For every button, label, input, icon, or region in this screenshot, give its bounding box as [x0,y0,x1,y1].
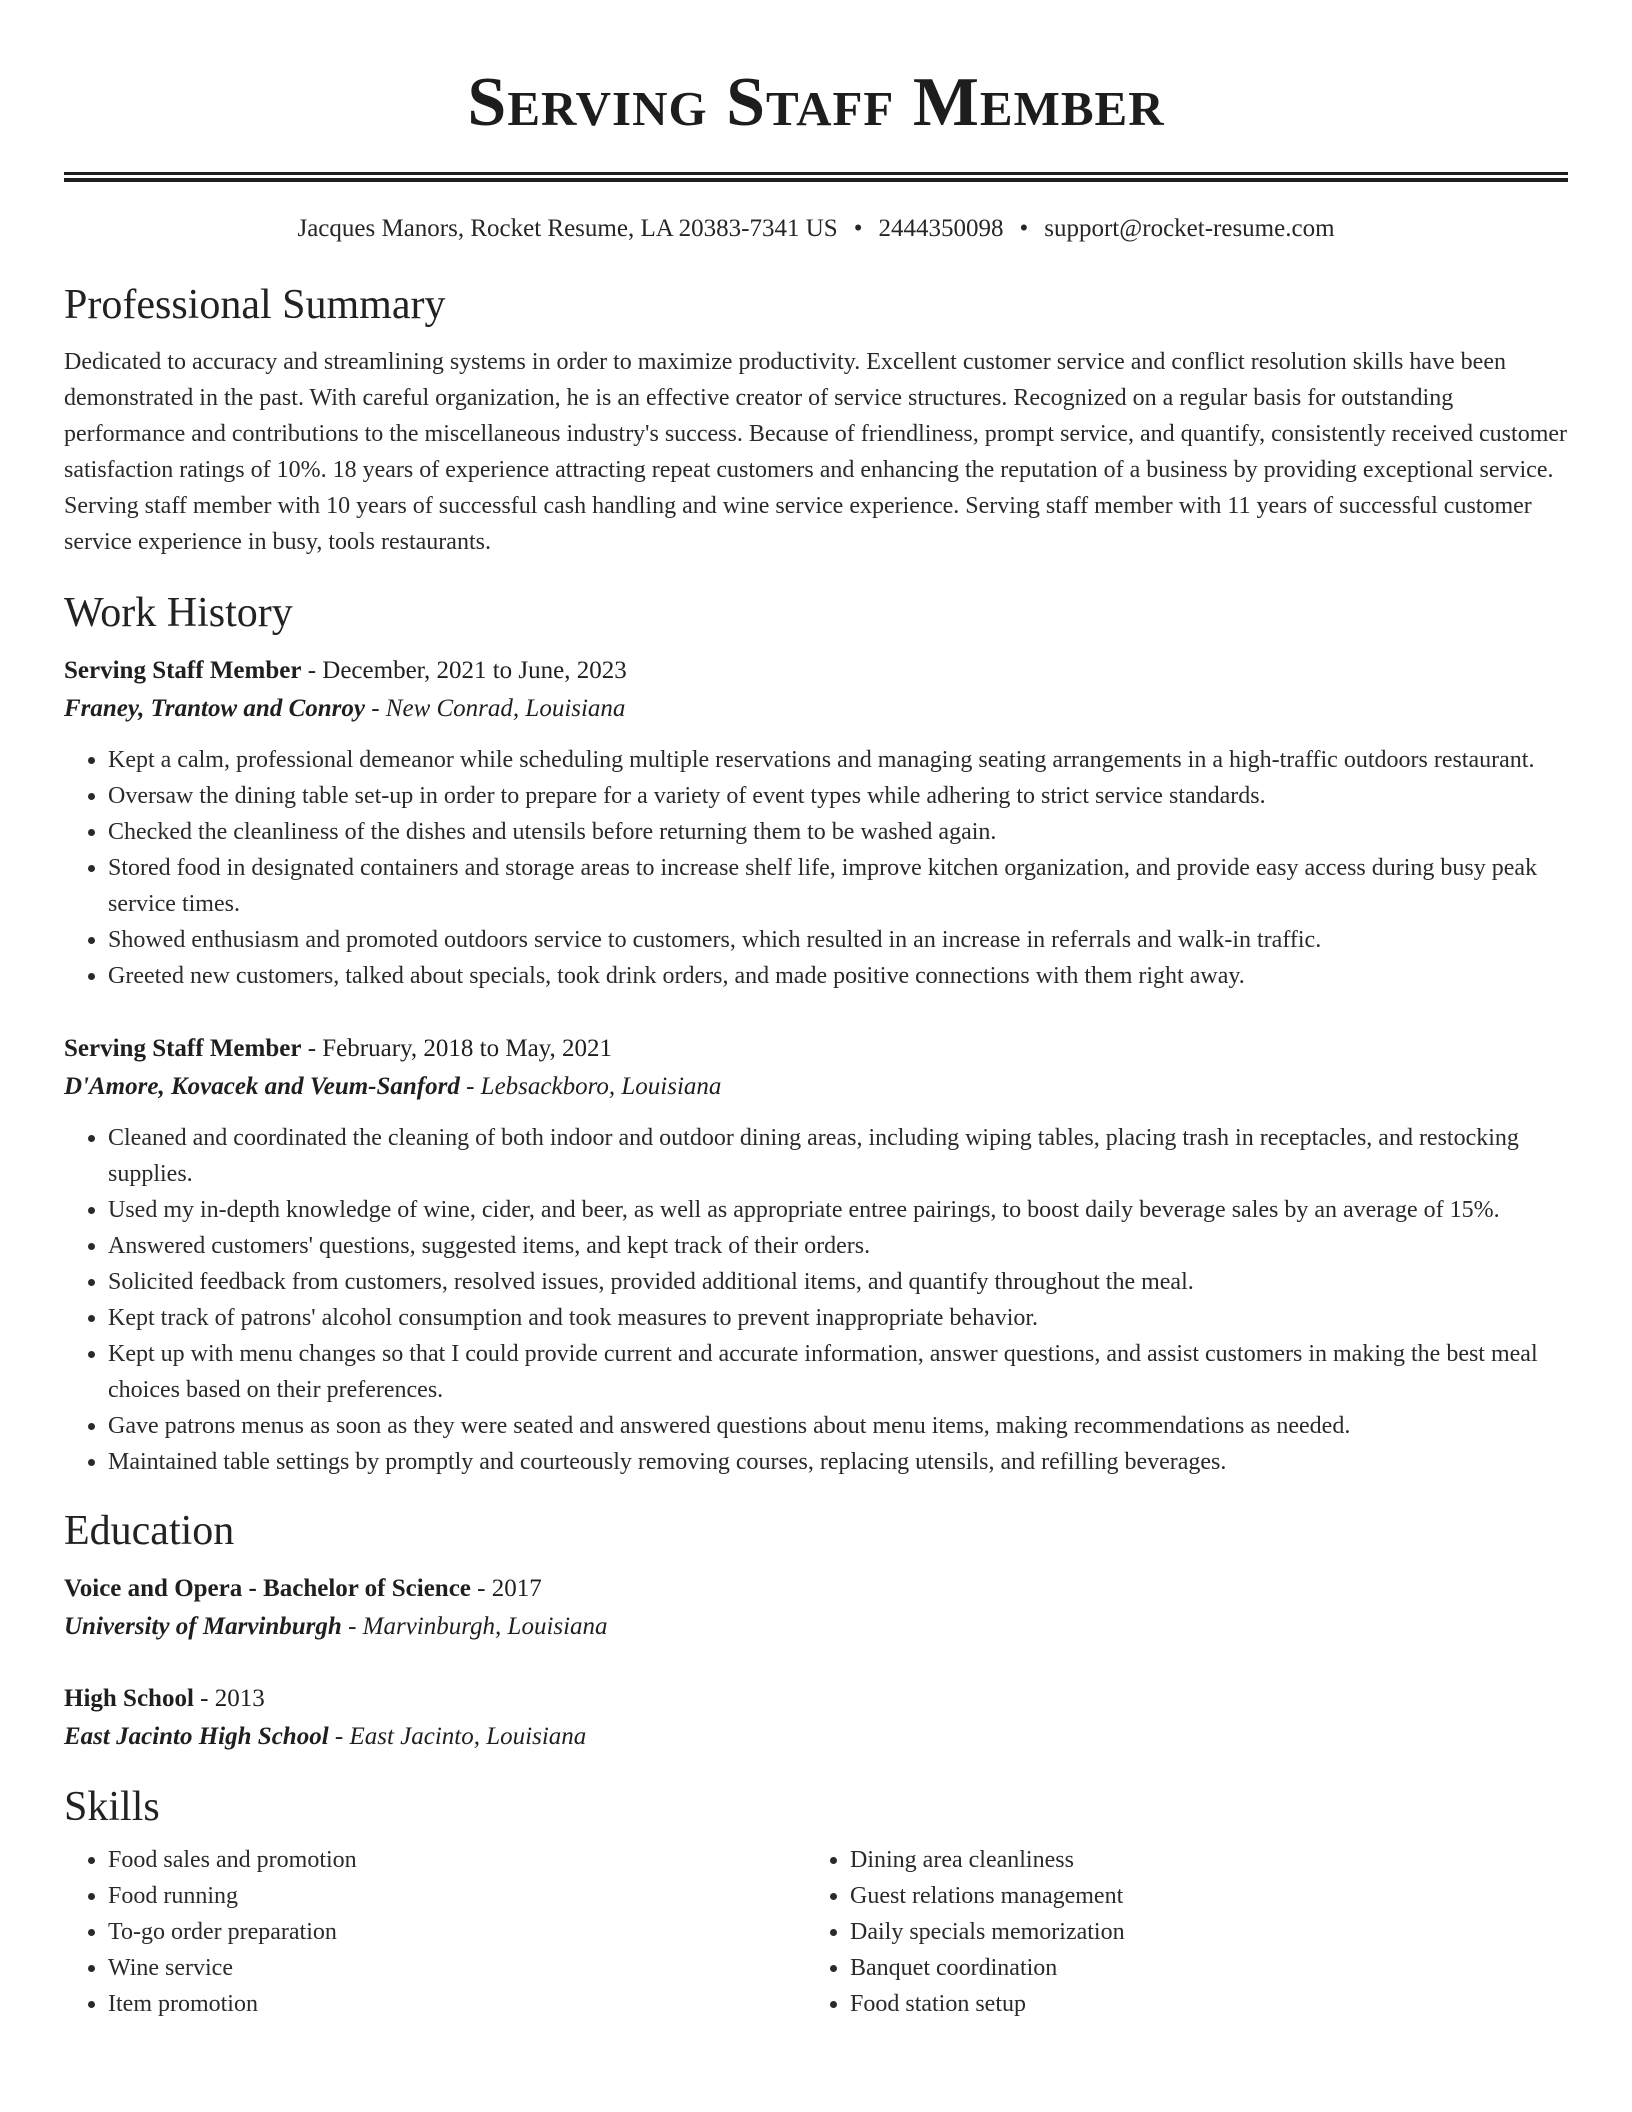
skill-item: • Banquet coordination [850,1950,1568,1986]
education-section [64,1506,1568,1756]
skill-item: • To-go order preparation [108,1914,806,1950]
job-duties [64,742,1568,994]
section-heading-work: Work History [64,590,293,636]
job-duty: • Checked the cleanliness of the dishes and utensils before returning them to be washed again. [108,814,1568,850]
job-title: Serving Staff Member [64,657,302,684]
job-role-line [64,652,1568,690]
job-duty: • Greeted new customers, talked about specials, took drink orders, and made positive connections with them right away. [108,958,1568,994]
job-company: D'Amore, Kovacek and Veum-Sanford [64,1073,460,1100]
job-entry [64,652,1568,994]
job-entry [64,1030,1568,1480]
education-entry [64,1680,1568,1756]
education-degree-line [64,1570,1568,1608]
job-location: - Lebsackboro, Louisiana [459,1073,722,1100]
skill-item: • Dining area cleanliness [850,1842,1568,1878]
job-duty: • Gave patrons menus as soon as they were seated and answered questions about menu items, making recommendations as needed. [108,1408,1568,1444]
education-year: - 2013 [193,1685,265,1712]
job-duty: • Kept track of patrons' alcohol consumption and took measures to prevent inappropriate behavior. [108,1300,1568,1336]
skills-section [64,1782,1568,2022]
job-org-line [64,690,1568,728]
education-school-line [64,1608,1568,1646]
skill-item: • Food station setup [850,1986,1568,2022]
education-school-line [64,1718,1568,1756]
skills-list-right [806,1842,1568,2022]
summary-text: Dedicated to accuracy and streamlining systems in order to maximize productivity. Excellent customer service and conflict resolution skills have been demonstrated in the past. With careful organization, he is an effective creator of service structures. Recognized on a regular basis for outstanding performance and contributions to the miscellaneous industry's success. Because of friendliness, prompt service, and quantify, consistently received customer satisfaction ratings of 10%. 18 years of experience attracting repeat customers and enhancing the reputation of a business by providing exceptional service. Serving staff member with 10 years of successful cash handling and wine service experience. Serving staff member with 11 years of successful customer service experience in busy, tools restaurants. [64,349,1567,555]
job-title: Serving Staff Member [64,1035,302,1062]
skill-item: • Food running [108,1878,806,1914]
contact-separator: • [853,215,863,242]
education-location: - East Jacinto, Louisiana [328,1723,587,1750]
work-history-section [64,588,1568,1480]
skills-columns [64,1842,1568,2022]
job-duty: • Oversaw the dining table set-up in order to prepare for a variety of event types while adhering to strict service standards. [108,778,1568,814]
section-heading-skills: Skills [64,1784,160,1830]
education-degree: Voice and Opera - Bachelor of Science [64,1575,471,1602]
job-duty: • Cleaned and coordinated the cleaning of both indoor and outdoor dining areas, including wiping tables, placing trash in receptacles, and restocking supplies. [108,1120,1568,1192]
contact-phone: 2444350098 [878,215,1004,242]
education-location: - Marvinburgh, Louisiana [341,1613,608,1640]
skill-item: • Wine service [108,1950,806,1986]
contact-line [64,212,1568,246]
job-duty: • Maintained table settings by promptly and courteously removing courses, replacing utensils, and refilling beverages. [108,1444,1568,1480]
skill-item: • Food sales and promotion [108,1842,806,1878]
job-duties [64,1120,1568,1480]
job-dates: - December, 2021 to June, 2023 [301,657,627,684]
job-company: Franey, Trantow and Conroy [64,695,365,722]
summary-section [64,280,1568,560]
section-heading-education: Education [64,1508,235,1554]
job-location: - New Conrad, Louisiana [364,695,626,722]
title-divider [64,172,1568,182]
job-duty: • Showed enthusiasm and promoted outdoors service to customers, which resulted in an increase in referrals and walk-in traffic. [108,922,1568,958]
job-dates: - February, 2018 to May, 2021 [301,1035,613,1062]
section-heading-summary: Professional Summary [64,282,446,328]
job-duty: • Stored food in designated containers and storage areas to increase shelf life, improve kitchen organization, and provide easy access during busy peak service times. [108,850,1568,922]
education-degree: High School [64,1685,194,1712]
job-duty: • Kept a calm, professional demeanor while scheduling multiple reservations and managing seating arrangements in a high-traffic outdoors restaurant. [108,742,1568,778]
contact-address: Jacques Manors, Rocket Resume, LA 20383-7341 US [297,215,838,242]
job-duty: • Solicited feedback from customers, resolved issues, provided additional items, and quantify throughout the meal. [108,1264,1568,1300]
education-degree-line [64,1680,1568,1718]
education-school: East Jacinto High School [64,1723,329,1750]
contact-separator: • [1019,215,1029,242]
skill-item: • Item promotion [108,1986,806,2022]
skills-list-left [64,1842,806,2022]
skill-item: • Daily specials memorization [850,1914,1568,1950]
education-school: University of Marvinburgh [64,1613,342,1640]
job-role-line [64,1030,1568,1068]
page-title: Serving Staff Member [467,64,1165,141]
job-org-line [64,1068,1568,1106]
job-duty: • Kept up with menu changes so that I could provide current and accurate information, answer questions, and assist customers in making the best meal choices based on their preferences. [108,1336,1568,1408]
education-year: - 2017 [470,1575,542,1602]
job-duty: • Answered customers' questions, suggested items, and kept track of their orders. [108,1228,1568,1264]
job-duty: • Used my in-depth knowledge of wine, cider, and beer, as well as appropriate entree pairings, to boost daily beverage sales by an average of 15%. [108,1192,1568,1228]
skill-item: • Guest relations management [850,1878,1568,1914]
contact-email: support@rocket-resume.com [1044,215,1335,242]
education-entry [64,1570,1568,1646]
